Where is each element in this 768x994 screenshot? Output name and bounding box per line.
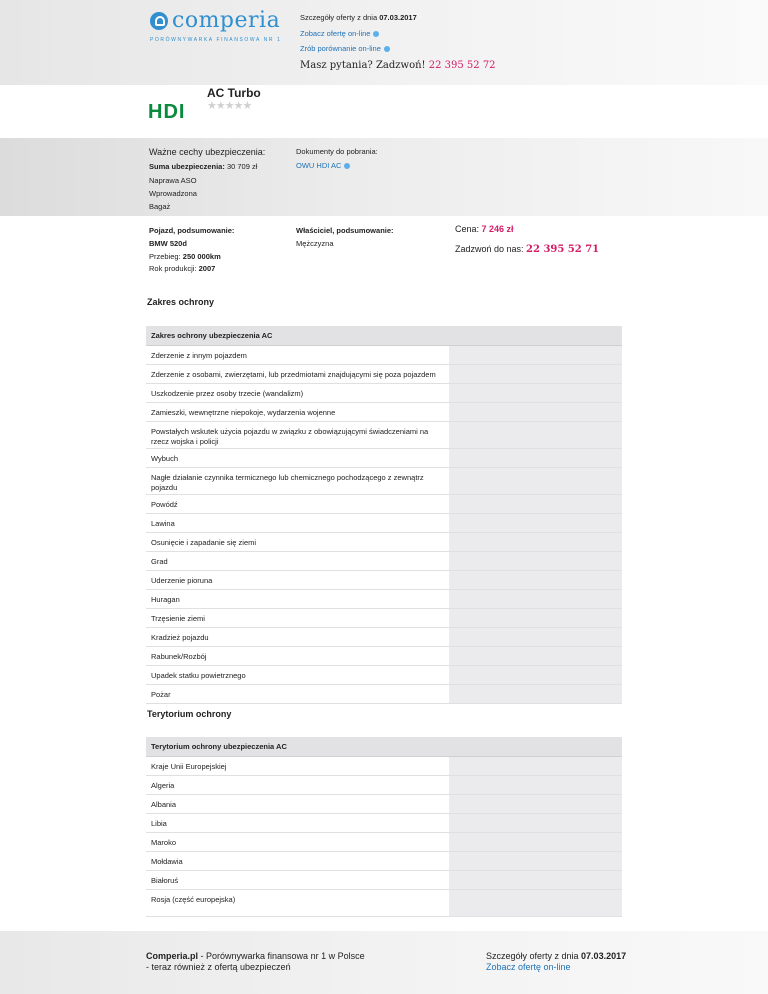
table-row (146, 552, 622, 571)
call-label: Zadzwoń do nas: (455, 244, 527, 254)
table-row (146, 384, 622, 403)
footer-line-2: - teraz również z ofertą ubezpieczeń (146, 962, 291, 972)
logo-text: comperia (172, 8, 281, 33)
table-row (146, 666, 622, 685)
offer-date-line (300, 13, 417, 22)
table-row (146, 685, 622, 704)
table-cell: Wybuch (151, 454, 179, 463)
table-row (146, 533, 622, 552)
coverage-table (146, 326, 622, 704)
footer-brand[interactable]: Comperia.pl (146, 951, 199, 961)
footer-date-line (486, 951, 626, 961)
table-row (146, 514, 622, 533)
owner-gender: Mężczyzna (296, 239, 334, 248)
questions-line (300, 60, 496, 71)
table-row (146, 871, 622, 890)
price-label: Cena: (455, 224, 482, 234)
table-value-cell (449, 609, 622, 627)
footer-date: 07.03.2017 (581, 951, 627, 961)
footer-view-offer (486, 962, 571, 972)
table-row (146, 833, 622, 852)
documents-title: Dokumenty do pobrania: (296, 147, 378, 156)
sum-value: 30 709 zł (224, 162, 258, 171)
table-row (146, 468, 622, 495)
table-cell: Rabunek/Rozbój (151, 652, 207, 661)
owner-title: Właściciel, podsumowanie: (296, 226, 394, 235)
features-title: Ważne cechy ubezpieczenia: (149, 147, 266, 157)
arrow-icon (384, 46, 390, 52)
table-cell: Rosja (część europejska) (151, 895, 236, 904)
table-cell: Algeria (151, 781, 175, 790)
product-title: AC Turbo (207, 86, 261, 100)
rating-stars-icon: ★★★★★ (207, 100, 252, 112)
table-cell: Grad (151, 557, 168, 566)
table-row (146, 449, 622, 468)
compare-line (300, 44, 390, 53)
table-value-cell (449, 666, 622, 684)
table-value-cell (449, 571, 622, 589)
price-value: 7 246 zł (481, 224, 514, 234)
table-value-cell (449, 685, 622, 703)
mileage-value: 250 000km (182, 252, 221, 261)
coverage-section-title: Zakres ochrony (147, 297, 215, 307)
table-row (146, 422, 622, 449)
table-value-cell (449, 384, 622, 402)
feature-item: Naprawa ASO (149, 176, 197, 185)
table-row (146, 647, 622, 666)
sum-insured (149, 162, 257, 171)
table-value-cell (449, 590, 622, 608)
coverage-table-header: Zakres ochrony ubezpieczenia AC (146, 326, 622, 346)
year-label: Rok produkcji: (149, 264, 199, 273)
documents-line (296, 161, 350, 170)
table-cell: Maroko (151, 838, 177, 847)
hdi-logo: HDI (148, 101, 186, 123)
table-row (146, 403, 622, 422)
table-cell: Libia (151, 819, 167, 828)
owu-document-link[interactable]: OWU HDI AC (296, 161, 342, 170)
table-value-cell (449, 757, 622, 775)
call-line (455, 244, 599, 255)
table-cell: Kraje Unii Europejskiej (151, 762, 227, 771)
table-value-cell (449, 422, 622, 448)
footer (0, 931, 768, 994)
table-value-cell (449, 871, 622, 889)
territory-table-header: Terytorium ochrony ubezpieczenia AC (146, 737, 622, 757)
table-row (146, 852, 622, 871)
offer-date: 07.03.2017 (379, 13, 417, 22)
vehicle-year (149, 264, 215, 273)
table-value-cell (449, 776, 622, 794)
table-cell: Powstałych wskutek użycia pojazdu w związku z obowiązującymi świadczeniami na rzecz wojska i policji (151, 427, 429, 446)
logo-tagline: PORÓWNYWARKA FINANSOWA NR 1 (150, 37, 282, 43)
table-row (146, 495, 622, 514)
sum-label: Suma ubezpieczenia: (149, 162, 225, 171)
vehicle-mileage (149, 252, 221, 261)
table-row (146, 590, 622, 609)
table-value-cell (449, 495, 622, 513)
features-band (0, 138, 768, 216)
arrow-icon (344, 163, 350, 169)
table-cell: Zamieszki, wewnętrzne niepokoje, wydarzenia wojenne (151, 408, 336, 417)
table-cell: Białoruś (151, 876, 179, 885)
table-value-cell (449, 852, 622, 870)
table-row (146, 890, 622, 917)
mileage-label: Przebieg: (149, 252, 183, 261)
table-cell: Lawina (151, 519, 175, 528)
table-value-cell (449, 795, 622, 813)
table-value-cell (449, 814, 622, 832)
table-cell: Albania (151, 800, 177, 809)
table-value-cell (449, 468, 622, 494)
table-row (146, 609, 622, 628)
table-cell: Zderzenie z innym pojazdem (151, 351, 247, 360)
questions-label: Masz pytania? Zadzwoń! (300, 60, 429, 71)
compare-link[interactable]: Zrób porównanie on-line (300, 44, 381, 53)
table-cell: Powódź (151, 500, 178, 509)
arrow-icon (373, 31, 379, 37)
table-cell: Nagłe działanie czynnika termicznego lub chemicznego pochodzącego z zewnątrz pojazdu (151, 473, 424, 492)
table-row (146, 757, 622, 776)
questions-phone[interactable]: 22 395 52 72 (428, 60, 496, 71)
call-phone[interactable]: 22 395 52 71 (526, 244, 600, 255)
table-cell: Osunięcie i zapadanie się ziemi (151, 538, 257, 547)
feature-item: Wprowadzona (149, 189, 197, 198)
table-value-cell (449, 890, 622, 916)
table-row (146, 365, 622, 384)
table-cell: Trzęsienie ziemi (151, 614, 205, 623)
table-value-cell (449, 628, 622, 646)
table-value-cell (449, 647, 622, 665)
table-row (146, 628, 622, 647)
footer-line-1 (146, 951, 365, 961)
vehicle-title: Pojazd, podsumowanie: (149, 226, 235, 235)
table-cell: Pożar (151, 690, 171, 699)
year-value: 2007 (198, 264, 216, 273)
price-line (455, 224, 514, 234)
territory-section-title: Terytorium ochrony (147, 709, 232, 719)
feature-item: Bagaż (149, 202, 171, 211)
table-value-cell (449, 449, 622, 467)
table-value-cell (449, 365, 622, 383)
table-row (146, 814, 622, 833)
footer-date-label: Szczegóły oferty z dnia (486, 951, 582, 961)
table-cell: Zderzenie z osobami, zwierzętami, lub przedmiotami znajdującymi się poza pojazdem (151, 370, 436, 379)
vehicle-model: BMW 520d (149, 239, 187, 248)
table-row (146, 795, 622, 814)
table-value-cell (449, 533, 622, 551)
table-value-cell (449, 346, 622, 364)
table-row (146, 346, 622, 365)
view-offer-link[interactable]: Zobacz ofertę on-line (300, 29, 371, 38)
table-cell: Mołdawia (151, 857, 183, 866)
table-cell: Uszkodzenie przez osoby trzecie (wandalizm) (151, 389, 304, 398)
table-row (146, 571, 622, 590)
territory-table (146, 737, 622, 917)
table-row (146, 776, 622, 795)
footer-line-1-text: - Porównywarka finansowa nr 1 w Polsce (198, 951, 365, 961)
comperia-logo[interactable] (150, 10, 290, 46)
offer-date-label: Szczegóły oferty z dnia (300, 13, 380, 22)
table-cell: Kradzież pojazdu (151, 633, 209, 642)
table-cell: Huragan (151, 595, 180, 604)
table-cell: Uderzenie pioruna (151, 576, 213, 585)
footer-view-offer-link[interactable]: Zobacz ofertę on-line (486, 962, 571, 972)
table-value-cell (449, 403, 622, 421)
table-value-cell (449, 514, 622, 532)
view-offer-line (300, 29, 379, 38)
table-value-cell (449, 552, 622, 570)
comperia-bell-icon (150, 12, 168, 30)
table-cell: Upadek statku powietrznego (151, 671, 246, 680)
table-value-cell (449, 833, 622, 851)
